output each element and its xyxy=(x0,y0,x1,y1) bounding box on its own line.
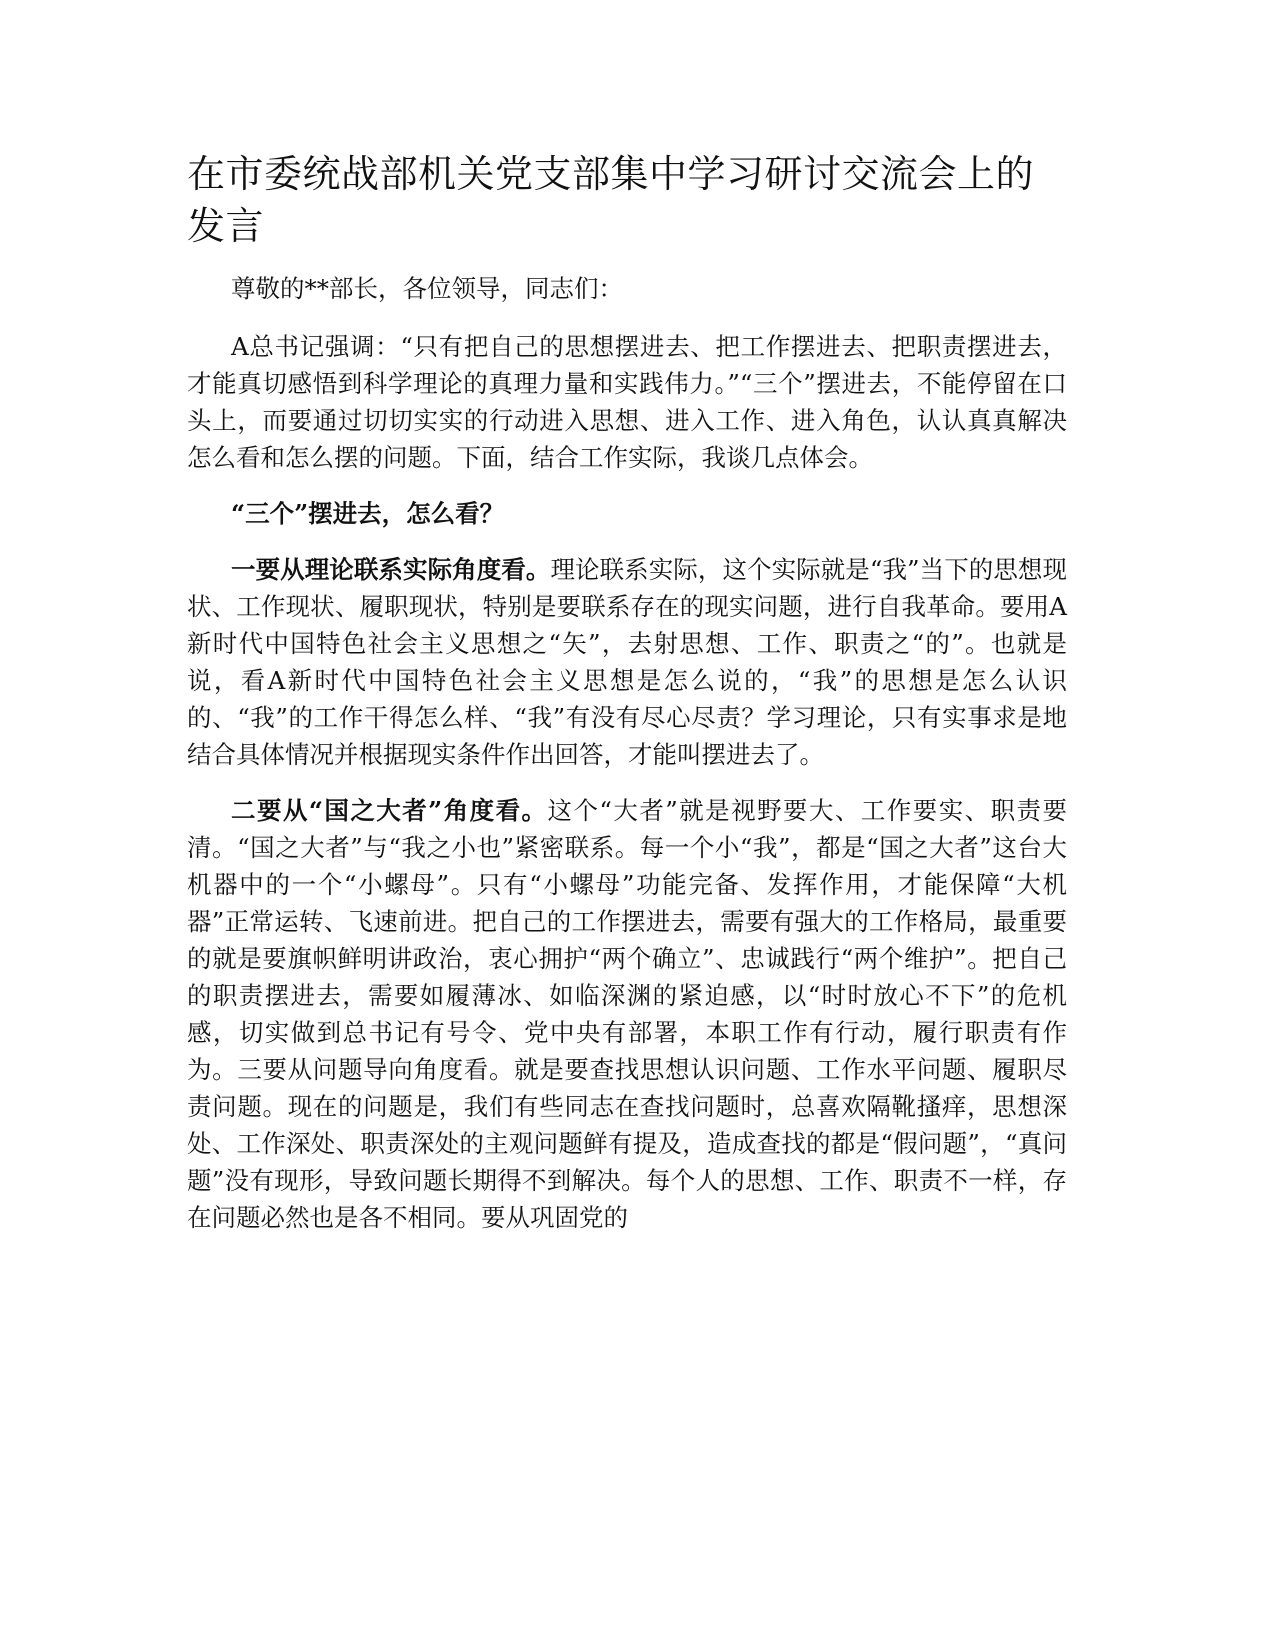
section-heading: “三个”摆进去，怎么看？ xyxy=(231,499,505,528)
document-body xyxy=(187,148,1067,1255)
point-2-lead: 二要从“国之大者”角度看。 xyxy=(231,796,548,825)
point-1-paragraph xyxy=(187,551,1067,773)
document-title: 在市委统战部机关党支部集中学习研讨交流会上的发言 xyxy=(187,152,1035,248)
point-2-body: 这个“大者”就是视野要大、工作要实、职责要清。“国之大者”与“我之小也”紧密联系。每一个小“我”，都是“国之大者”这台大机器中的一个“小螺母”。只有“小螺母”功能完备、发挥作用，才能保障“大机器”正常运转、飞速前进。把自己的工作摆进去，需要有强大的工作格局，最重要的就是要旗帜鲜明讲政治，衷心拥护“两个确立”、忠诚践行“两个维护”。把自己的职责摆进去，需要如履薄冰、如临深渊的紧迫感，以“时时放心不下”的危机感，切实做到总书记有号令、党中央有部署，本职工作有行动，履行职责有作为。三要从问题导向角度看。就是要查找思想认识问题、工作水平问题、履职尽责问题。现在的问题是，我们有些同志在查找问题时，总喜欢隔靴搔痒，思想深处、工作深处、职责深处的主观问题鲜有提及，造成查找的都是“假问题”，“真问题”没有现形，导致问题长期得不到解决。每个人的思想、工作、职责不一样，存在问题必然也是各不相同。要从巩固党的 xyxy=(187,796,1067,1232)
point-1-body: 理论联系实际，这个实际就是“我”当下的思想现状、工作现状、履职现状，特别是要联系存在的现实问题，进行自我革命。要用A新时代中国特色社会主义思想之“矢”，去射思想、工作、职责之“的”。也就是说，看A新时代中国特色社会主义思想是怎么说的，“我”的思想是怎么认识的、“我”的工作干得怎么样、“我”有没有尽心尽责？学习理论，只有实事求是地结合具体情况并根据现实条件作出回答，才能叫摆进去了。 xyxy=(187,555,1067,769)
greeting: 尊敬的**部长，各位领导，同志们： xyxy=(231,274,623,303)
point-1-lead: 一要从理论联系实际角度看。 xyxy=(231,555,551,584)
point-2-paragraph xyxy=(187,792,1067,1236)
intro-paragraph: A总书记强调：“只有把自己的思想摆进去、把工作摆进去、把职责摆进去，才能真切感悟到科学理论的真理力量和实践伟力。”“三个”摆进去，不能停留在口头上，而要通过切切实实的行动进入思想、进入工作、进入角色，认认真真解决怎么看和怎么摆的问题。下面，结合工作实际，我谈几点体会。 xyxy=(187,332,1067,472)
